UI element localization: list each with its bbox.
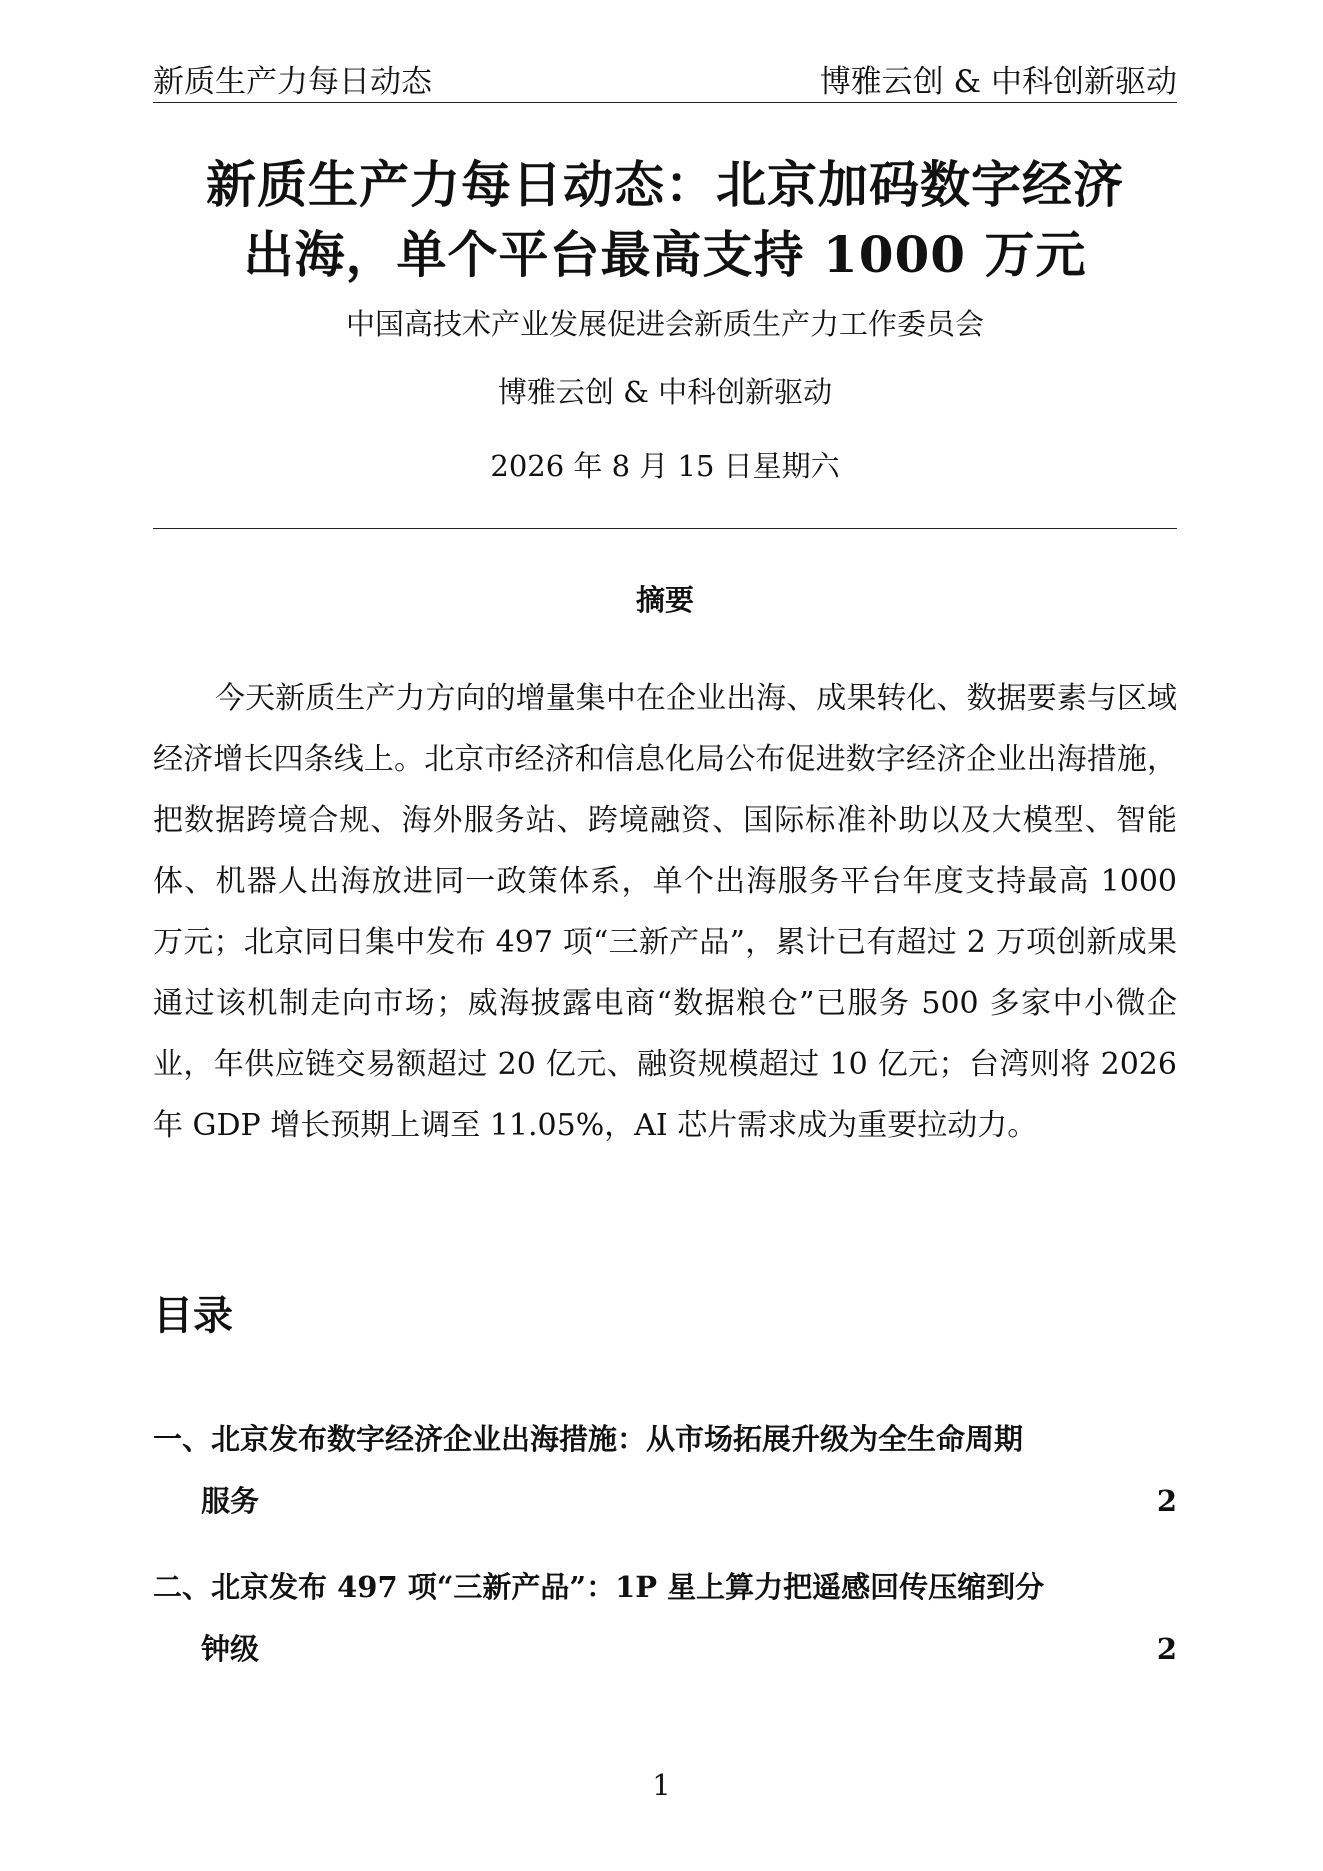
toc-heading: 目录	[153, 1292, 233, 1339]
toc-entry-1-page: 2	[1156, 1484, 1177, 1518]
document-title	[153, 150, 1177, 290]
page-number: 1	[652, 1768, 671, 1802]
title-divider	[153, 528, 1177, 529]
title-line-1: 新质生产力每日动态：北京加码数字经济	[206, 155, 1124, 214]
toc-entry-1-title-cont: 服务	[201, 1484, 260, 1518]
running-header	[153, 58, 1177, 103]
toc-entry-2-title: 二、北京发布 497 项“三新产品”：1P 星上算力把遥感回传压缩到分	[153, 1570, 1045, 1604]
toc-entry-1[interactable]	[153, 1408, 1177, 1532]
organization-line: 中国高技术产业发展促进会新质生产力工作委员会	[345, 307, 984, 341]
toc-entry-2[interactable]	[153, 1556, 1177, 1680]
toc-entry-2-title-cont: 钟级	[201, 1632, 260, 1666]
running-header-left: 新质生产力每日动态	[153, 64, 432, 100]
date-line: 2026 年 8 月 15 日星期六	[490, 449, 840, 483]
toc-entry-1-title: 一、北京发布数字经济企业出海措施：从市场拓展升级为全生命周期	[153, 1422, 1024, 1456]
authors-line: 博雅云创 & 中科创新驱动	[497, 375, 833, 409]
abstract-body: 今天新质生产力方向的增量集中在企业出海、成果转化、数据要素与区域经济增长四条线上。北京市经济和信息化局公布促进数字经济企业出海措施，把数据跨境合规、海外服务站、跨境融资、国际标准补助以及大模型、智能体、机器人出海放进同一政策体系，单个出海服务平台年度支持最高 1000 万元；北京同日集中发布 497 项“三新产品”，累计已有超过 2 万项创新成果通过该机制走向市场；威海披露电商“数据粮仓”已服务 500 多家中小微企业，年供应链交易额超过 20 亿元、融资规模超过 10 亿元；台湾则将 2026 年 GDP 增长预期上调至 11.05%，AI 芯片需求成为重要拉动力。	[153, 681, 1177, 1143]
running-header-right: 博雅云创 & 中科创新驱动	[819, 64, 1177, 100]
abstract-heading: 摘要	[635, 583, 694, 617]
title-line-2: 出海，单个平台最高支持 1000 万元	[243, 225, 1087, 284]
toc-entry-2-page: 2	[1156, 1632, 1177, 1666]
